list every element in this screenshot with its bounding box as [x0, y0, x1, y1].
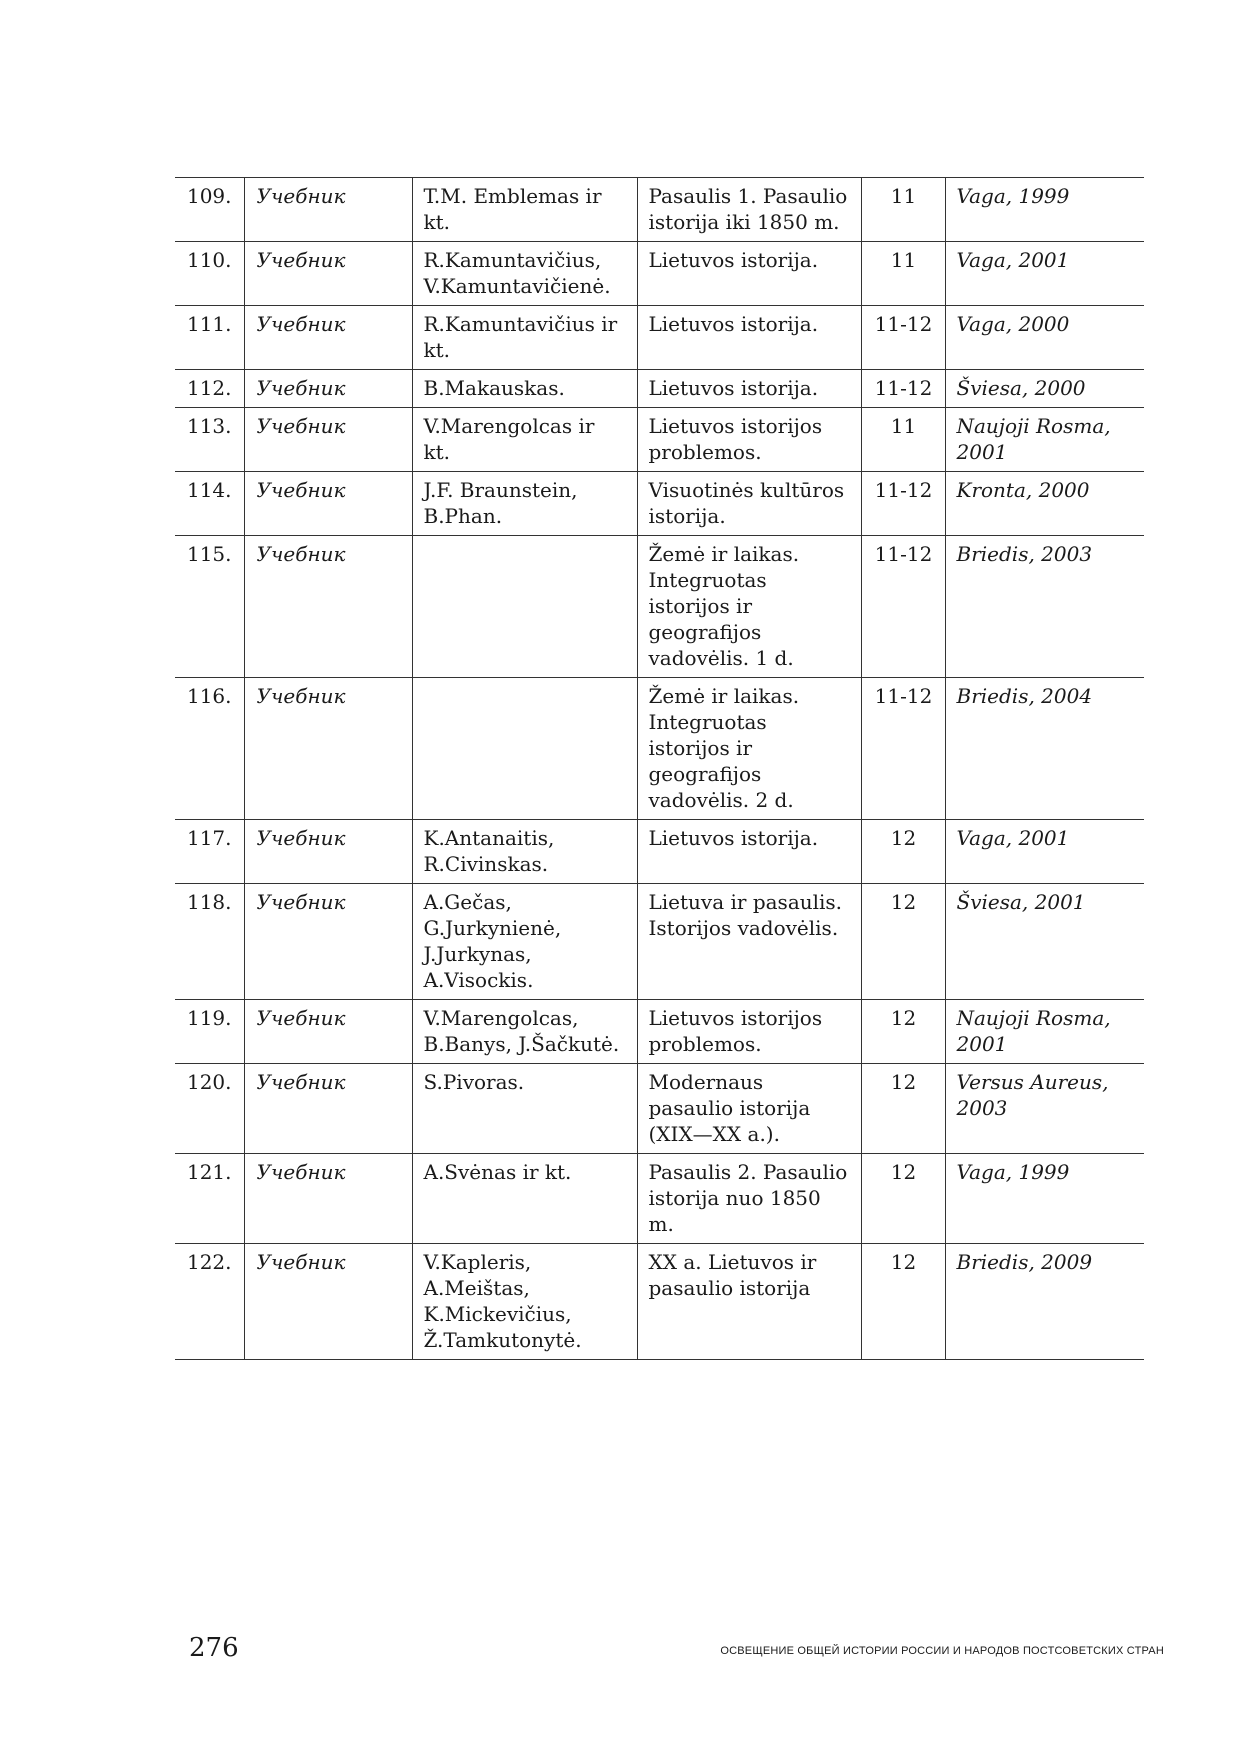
- row-type: Учебник: [244, 1154, 412, 1244]
- row-title: Lietuva ir pasaulis. Istorijos vadovėlis.: [637, 884, 861, 1000]
- row-type: Учебник: [244, 242, 412, 306]
- row-title: Lietuvos istorija.: [637, 820, 861, 884]
- table-row: [175, 408, 1144, 472]
- row-type: Учебник: [244, 536, 412, 678]
- row-type: Учебник: [244, 884, 412, 1000]
- table-row: [175, 1000, 1144, 1064]
- row-publisher: Šviesa, 2001: [945, 884, 1144, 1000]
- row-publisher: Briedis, 2004: [945, 678, 1144, 820]
- table-row: [175, 178, 1144, 242]
- row-number: 112.: [175, 370, 244, 408]
- table-row: [175, 1154, 1144, 1244]
- row-title: Visuotinės kultūros istorija.: [637, 472, 861, 536]
- row-author: V.Marengolcas ir kt.: [412, 408, 637, 472]
- table-row: [175, 884, 1144, 1000]
- row-number: 116.: [175, 678, 244, 820]
- row-title: Pasaulis 1. Pasaulio istorija iki 1850 m.: [637, 178, 861, 242]
- row-number: 117.: [175, 820, 244, 884]
- row-title: XX a. Lietuvos ir pasaulio istorija: [637, 1244, 861, 1360]
- row-title: Modernaus pasaulio istorija (XIX—XX a.).: [637, 1064, 861, 1154]
- row-grade: 12: [861, 820, 945, 884]
- row-type: Учебник: [244, 472, 412, 536]
- row-number: 111.: [175, 306, 244, 370]
- row-author: B.Makauskas.: [412, 370, 637, 408]
- row-type: Учебник: [244, 678, 412, 820]
- row-grade: 12: [861, 1000, 945, 1064]
- row-grade: 11-12: [861, 678, 945, 820]
- row-publisher: Vaga, 2001: [945, 242, 1144, 306]
- row-publisher: Briedis, 2003: [945, 536, 1144, 678]
- row-author: [412, 678, 637, 820]
- row-number: 122.: [175, 1244, 244, 1360]
- row-author: T.M. Emblemas ir kt.: [412, 178, 637, 242]
- row-type: Учебник: [244, 820, 412, 884]
- table-row: [175, 370, 1144, 408]
- row-publisher: Naujoji Rosma, 2001: [945, 408, 1144, 472]
- row-author: J.F. Braunstein, B.Phan.: [412, 472, 637, 536]
- row-author: K.Antanaitis, R.Civinskas.: [412, 820, 637, 884]
- row-number: 119.: [175, 1000, 244, 1064]
- row-number: 120.: [175, 1064, 244, 1154]
- table-body: [175, 178, 1144, 1360]
- row-grade: 11: [861, 408, 945, 472]
- row-publisher: Versus Aureus, 2003: [945, 1064, 1144, 1154]
- row-author: V.Marengolcas, B.Banys, J.Šačkutė.: [412, 1000, 637, 1064]
- row-publisher: Vaga, 2001: [945, 820, 1144, 884]
- row-publisher: Kronta, 2000: [945, 472, 1144, 536]
- row-title: Žemė ir laikas. Integruotas istorijos ir geografijos vadovėlis. 1 d.: [637, 536, 861, 678]
- row-publisher: Briedis, 2009: [945, 1244, 1144, 1360]
- row-type: Учебник: [244, 1244, 412, 1360]
- row-grade: 11-12: [861, 536, 945, 678]
- row-type: Учебник: [244, 178, 412, 242]
- row-title: Lietuvos istorijos problemos.: [637, 1000, 861, 1064]
- row-author: V.Kapleris, A.Meištas, K.Mickevičius, Ž.Tamkutonytė.: [412, 1244, 637, 1360]
- table-row: [175, 1244, 1144, 1360]
- textbook-table: [175, 177, 1144, 1360]
- row-publisher: Vaga, 1999: [945, 178, 1144, 242]
- row-type: Учебник: [244, 408, 412, 472]
- row-type: Учебник: [244, 306, 412, 370]
- row-type: Учебник: [244, 370, 412, 408]
- table-row: [175, 242, 1144, 306]
- row-number: 110.: [175, 242, 244, 306]
- row-number: 115.: [175, 536, 244, 678]
- row-grade: 11: [861, 178, 945, 242]
- row-author: [412, 536, 637, 678]
- row-number: 113.: [175, 408, 244, 472]
- row-grade: 12: [861, 1154, 945, 1244]
- row-title: Lietuvos istorija.: [637, 242, 861, 306]
- row-grade: 12: [861, 1064, 945, 1154]
- running-title: ОСВЕЩЕНИЕ ОБЩЕЙ ИСТОРИИ РОССИИ И НАРОДОВ ПОСТСОВЕТСКИХ СТРАН: [720, 1645, 1164, 1657]
- row-number: 109.: [175, 178, 244, 242]
- table-row: [175, 820, 1144, 884]
- row-title: Lietuvos istorija.: [637, 370, 861, 408]
- table-row: [175, 1064, 1144, 1154]
- row-author: R.Kamuntavičius ir kt.: [412, 306, 637, 370]
- row-number: 121.: [175, 1154, 244, 1244]
- row-title: Žemė ir laikas. Integruotas istorijos ir geografijos vadovėlis. 2 d.: [637, 678, 861, 820]
- row-publisher: Naujoji Rosma, 2001: [945, 1000, 1144, 1064]
- row-grade: 11-12: [861, 306, 945, 370]
- page-number: 276: [189, 1633, 239, 1663]
- row-publisher: Šviesa, 2000: [945, 370, 1144, 408]
- row-grade: 11-12: [861, 472, 945, 536]
- row-title: Pasaulis 2. Pasaulio istorija nuo 1850 m.: [637, 1154, 861, 1244]
- row-publisher: Vaga, 2000: [945, 306, 1144, 370]
- row-grade: 11-12: [861, 370, 945, 408]
- table-row: [175, 306, 1144, 370]
- table-row: [175, 678, 1144, 820]
- row-number: 118.: [175, 884, 244, 1000]
- row-title: Lietuvos istorijos problemos.: [637, 408, 861, 472]
- row-author: R.Kamuntavičius, V.Kamuntavičienė.: [412, 242, 637, 306]
- row-title: Lietuvos istorija.: [637, 306, 861, 370]
- row-number: 114.: [175, 472, 244, 536]
- row-author: S.Pivoras.: [412, 1064, 637, 1154]
- row-grade: 12: [861, 884, 945, 1000]
- row-publisher: Vaga, 1999: [945, 1154, 1144, 1244]
- table-row: [175, 536, 1144, 678]
- row-author: A.Gečas, G.Jurkynienė, J.Jurkynas, A.Visockis.: [412, 884, 637, 1000]
- row-grade: 12: [861, 1244, 945, 1360]
- row-grade: 11: [861, 242, 945, 306]
- row-type: Учебник: [244, 1064, 412, 1154]
- row-author: A.Svėnas ir kt.: [412, 1154, 637, 1244]
- row-type: Учебник: [244, 1000, 412, 1064]
- table-row: [175, 472, 1144, 536]
